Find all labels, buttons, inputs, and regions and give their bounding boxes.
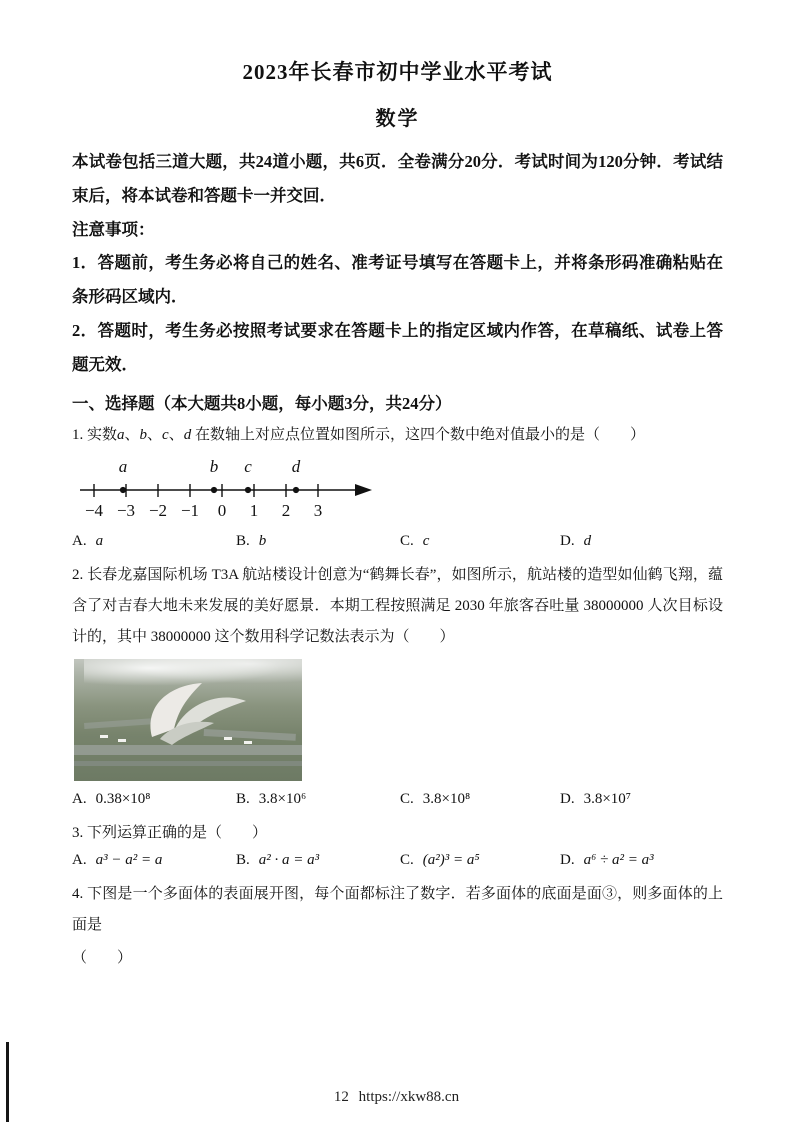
q1-stem: [72, 420, 723, 451]
q1-var-c: c: [162, 426, 169, 443]
subject-title: 数学: [375, 108, 420, 130]
q3-stem: 3. 下列运算正确的是（ ）: [72, 824, 268, 841]
option-label: D.: [560, 533, 575, 550]
tick-label: 1: [249, 501, 259, 521]
point-label-d: d: [291, 457, 301, 477]
tick-label: 3: [313, 501, 323, 521]
airport-photo-art: [74, 659, 302, 781]
question-3: [72, 818, 723, 870]
q2-option-a: [72, 791, 236, 808]
option-text: 3.8×10⁸: [422, 790, 471, 807]
tick-label: 0: [217, 501, 227, 521]
option-label: C.: [400, 790, 414, 807]
q4-stem: [72, 879, 723, 941]
q1-sep-2: 、: [147, 426, 163, 443]
q3-option-b: [236, 852, 400, 869]
page-title: 2023年长春市初中学业水平考试: [242, 60, 553, 84]
page-footer: [0, 1089, 793, 1106]
q1-option-d: [560, 533, 723, 550]
numberline-tick-labels: [85, 501, 322, 520]
option-text: a² · a = a³: [258, 852, 320, 869]
option-text: (a²)³ = a⁵: [422, 852, 480, 869]
q2-option-c: [400, 791, 560, 808]
numberline-svg: [74, 456, 384, 524]
q1-option-b: [236, 533, 400, 550]
question-2: [72, 560, 723, 807]
tick-label: −1: [180, 501, 200, 521]
numberline-figure: [74, 456, 723, 529]
option-text: c: [422, 533, 430, 550]
point-label-b: b: [209, 457, 219, 477]
notice-item-2: 2．答题时，考生务必按照考试要求在答题卡上的指定区域内作答，在草稿纸、试卷上答题无效．: [72, 321, 723, 374]
option-text: a³ − a² = a: [95, 852, 163, 869]
q3-options: [72, 852, 723, 869]
question-1: [72, 420, 723, 551]
tick-label: −3: [116, 501, 136, 521]
q1-var-a: a: [117, 426, 125, 443]
q1-stem-text: 1. 实数: [72, 426, 118, 443]
q1-var-d: d: [183, 426, 192, 443]
notices-header: 注意事项：: [72, 219, 155, 239]
q1-sep-1: 、: [124, 426, 140, 443]
option-text: b: [258, 533, 267, 550]
q1-stem-tail: 在数轴上对应点位置如图所示，这四个数中绝对值最小的是（ ）: [191, 426, 645, 443]
q3-option-d: [560, 852, 723, 869]
q4-answer-paren: （ ）: [72, 949, 133, 966]
q1-option-c: [400, 533, 560, 550]
page-edge-mark: [6, 1042, 9, 1122]
intro-paragraph: 本试卷包括三道大题，共24道小题，共6页．全卷满分20分．考试时间为120分钟．考试结束后，将本试卷和答题卡一并交回．: [72, 152, 723, 205]
numberline-arrowhead-icon: [355, 484, 372, 496]
q1-sep-3: 、: [168, 426, 184, 443]
section-header: 一、选择题（本大题共8小题，每小题3分，共24分）: [72, 393, 452, 413]
q1-options: [72, 533, 723, 550]
q2-stem: 2. 长春龙嘉国际机场 T3A 航站楼设计创意为“鹤舞长春”，如图所示，航站楼的造型如仙鹤飞翔，蕴含了对吉春大地未来发展的美好愿景．本期工程按照满足 2030 年旅客吞吐量 38000000 人次目标设计的，其中 38000000 这个数用科学记数法表示为（ ）: [72, 567, 723, 645]
tick-label: −4: [84, 501, 104, 521]
option-label: B.: [236, 790, 250, 807]
option-label: B.: [236, 852, 250, 869]
point-label-a: a: [118, 457, 128, 477]
option-label: C.: [400, 533, 414, 550]
option-text: a: [95, 533, 104, 550]
airport-photo: [74, 659, 302, 781]
q1-option-a: [72, 533, 236, 550]
option-label: A.: [72, 533, 87, 550]
option-label: B.: [236, 533, 250, 550]
notice-item-1: 1．答题前，考生务必将自己的姓名、准考证号填写在答题卡上，并将条形码准确粘贴在条形码区域内．: [72, 253, 723, 307]
q2-option-b: [236, 791, 400, 808]
q3-option-c: [400, 852, 560, 869]
option-label: D.: [560, 790, 575, 807]
option-text: 3.8×10⁶: [258, 790, 307, 807]
point-label-c: c: [244, 457, 252, 477]
question-4: [72, 879, 723, 973]
q2-option-d: [560, 791, 723, 808]
q1-var-b: b: [139, 426, 148, 443]
q3-option-a: [72, 852, 236, 869]
q2-options: [72, 791, 723, 808]
option-label: A.: [72, 790, 87, 807]
q4-stem-text: 4. 下图是一个多面体的表面展开图，每个面都标注了数字．若多面体的底面是面③，则多面体的上面是: [72, 886, 723, 934]
tick-label: −2: [148, 501, 168, 521]
tick-label: 2: [281, 501, 291, 521]
numberline-point-labels: [119, 457, 301, 476]
option-text: a⁶ ÷ a² = a³: [583, 852, 654, 869]
footer-url: https://xkw88.cn: [358, 1089, 460, 1105]
option-label: D.: [560, 852, 575, 869]
option-text: 0.38×10⁸: [95, 790, 151, 807]
option-text: 3.8×10⁷: [583, 790, 632, 807]
option-text: d: [583, 533, 592, 550]
footer-page-number: 12: [333, 1089, 349, 1105]
option-label: C.: [400, 852, 414, 869]
option-label: A.: [72, 852, 87, 869]
